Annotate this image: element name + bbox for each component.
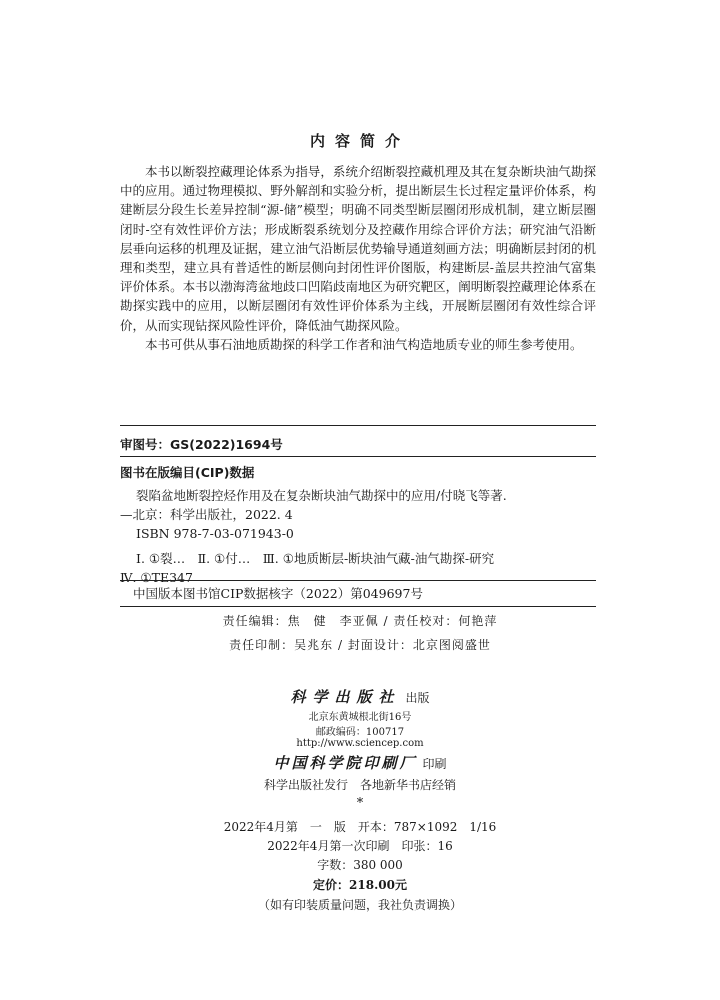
publisher-address: 北京东黄城根北街16号 xyxy=(308,712,412,723)
summary-line: 本书以断裂控藏理论体系为指导，系统介绍断裂控藏机理及其在复杂 xyxy=(145,164,521,179)
cip-heading: 图书在版编目(CIP)数据 xyxy=(120,465,255,480)
cip-title-line: 裂陷盆地断裂控烃作用及在复杂断块油气勘探中的应用/付晓飞等著. xyxy=(136,488,507,503)
summary-line: 生长过程定量评价体系，构建断层分段生长差异控制“源-储”模型；明 xyxy=(120,183,596,218)
distribution-line: 科学出版社发行 各地新华书店经销 xyxy=(263,778,456,792)
cip-record xyxy=(120,486,596,587)
publisher-line xyxy=(0,686,720,707)
cip-classification-line-2: Ⅳ. ①TE347 xyxy=(120,570,193,585)
divider xyxy=(120,580,596,581)
summary-paragraph-2 xyxy=(120,335,596,354)
divider xyxy=(120,606,596,607)
price: 定价：218.00元 xyxy=(313,878,407,892)
publisher-postcode: 邮政编码：100717 xyxy=(315,727,405,738)
summary-line: 参考使用。 xyxy=(520,336,583,352)
content-summary xyxy=(120,162,596,354)
summary-line: 本书可供从事石油地质勘探的科学工作者和油气构造地质专业的师生 xyxy=(145,336,521,352)
cip-isbn: ISBN 978-7-03-071943-0 xyxy=(136,526,294,541)
summary-line: 断块油气勘探中的应用。通过物理模拟、野外解剖和实验分析，提出断层 xyxy=(120,164,596,199)
cip-publisher-line: —北京：科学出版社，2022. 4 xyxy=(120,507,293,522)
printer-suffix: 印刷 xyxy=(422,757,447,771)
publisher-url: http://www.sciencep.com xyxy=(296,738,424,749)
printer-logo-text: 中国科学院印刷厂 xyxy=(273,754,418,772)
editorial-staff-line-1: 责任编辑：焦 健 李亚佩 / 责任校对：何艳萍 xyxy=(222,614,498,628)
edition-line: 2022年4月第 一 版 开本：787×1092 1/16 xyxy=(223,820,497,834)
cip-data-record-number: 中国版本图书馆CIP数据核字（2022）第049697号 xyxy=(133,586,423,601)
summary-line: 成断裂系统划分及控藏作用综合评价方法；研究油气沿断层垂向运移的机 xyxy=(120,221,596,256)
separator-star: * xyxy=(356,796,364,811)
summary-line: 和类型，建立具有普适性的断层侧向封闭性评价图版，构建断层-盖层共 xyxy=(132,260,533,276)
publisher-suffix: 出版 xyxy=(405,691,430,705)
summary-line: 控油气富集评价体系。本书以渤海湾盆地歧口凹陷歧南地区为研究靶区， xyxy=(120,260,596,295)
divider xyxy=(120,425,596,426)
cip-classification-line-1: Ⅰ. ①裂… Ⅱ. ①付… Ⅲ. ①地质断层-断块油气藏-油气勘探-研究 xyxy=(136,551,495,566)
summary-line: 理及证据，建立油气沿断层优势输导通道刻画方法；明确断层封闭的机理 xyxy=(120,240,596,276)
summary-paragraph-1 xyxy=(120,162,596,335)
publisher-logo-text: 科学出版社 xyxy=(290,688,401,706)
map-approval-number: 审图号：GS(2022)1694号 xyxy=(120,437,283,452)
printing-line: 2022年4月第一次印刷 印张：16 xyxy=(267,839,453,853)
content-summary-title: 内容简介 xyxy=(309,132,410,150)
summary-line: 油气勘探风险。 xyxy=(320,317,408,333)
quality-note: （如有印装质量问题，我社负责调换） xyxy=(257,898,462,912)
summary-line: 确不同类型断层圈闭形成机制，建立断层圈闭时-空有效性评价方法；形 xyxy=(120,202,596,237)
editorial-staff-line-2: 责任印制：吴兆东 / 封面设计：北京图阅盛世 xyxy=(229,638,491,652)
printer-line xyxy=(0,752,720,773)
divider xyxy=(120,456,596,457)
summary-line: 阐明断裂控藏理论体系在勘探实践中的应用，以断层圈闭有效性评价体系 xyxy=(120,279,596,314)
word-count: 字数：380 000 xyxy=(317,858,403,872)
summary-line: 为主线，开展断层圈闭有效性综合评价，从而实现钻探风险性评价，降低 xyxy=(120,298,596,333)
